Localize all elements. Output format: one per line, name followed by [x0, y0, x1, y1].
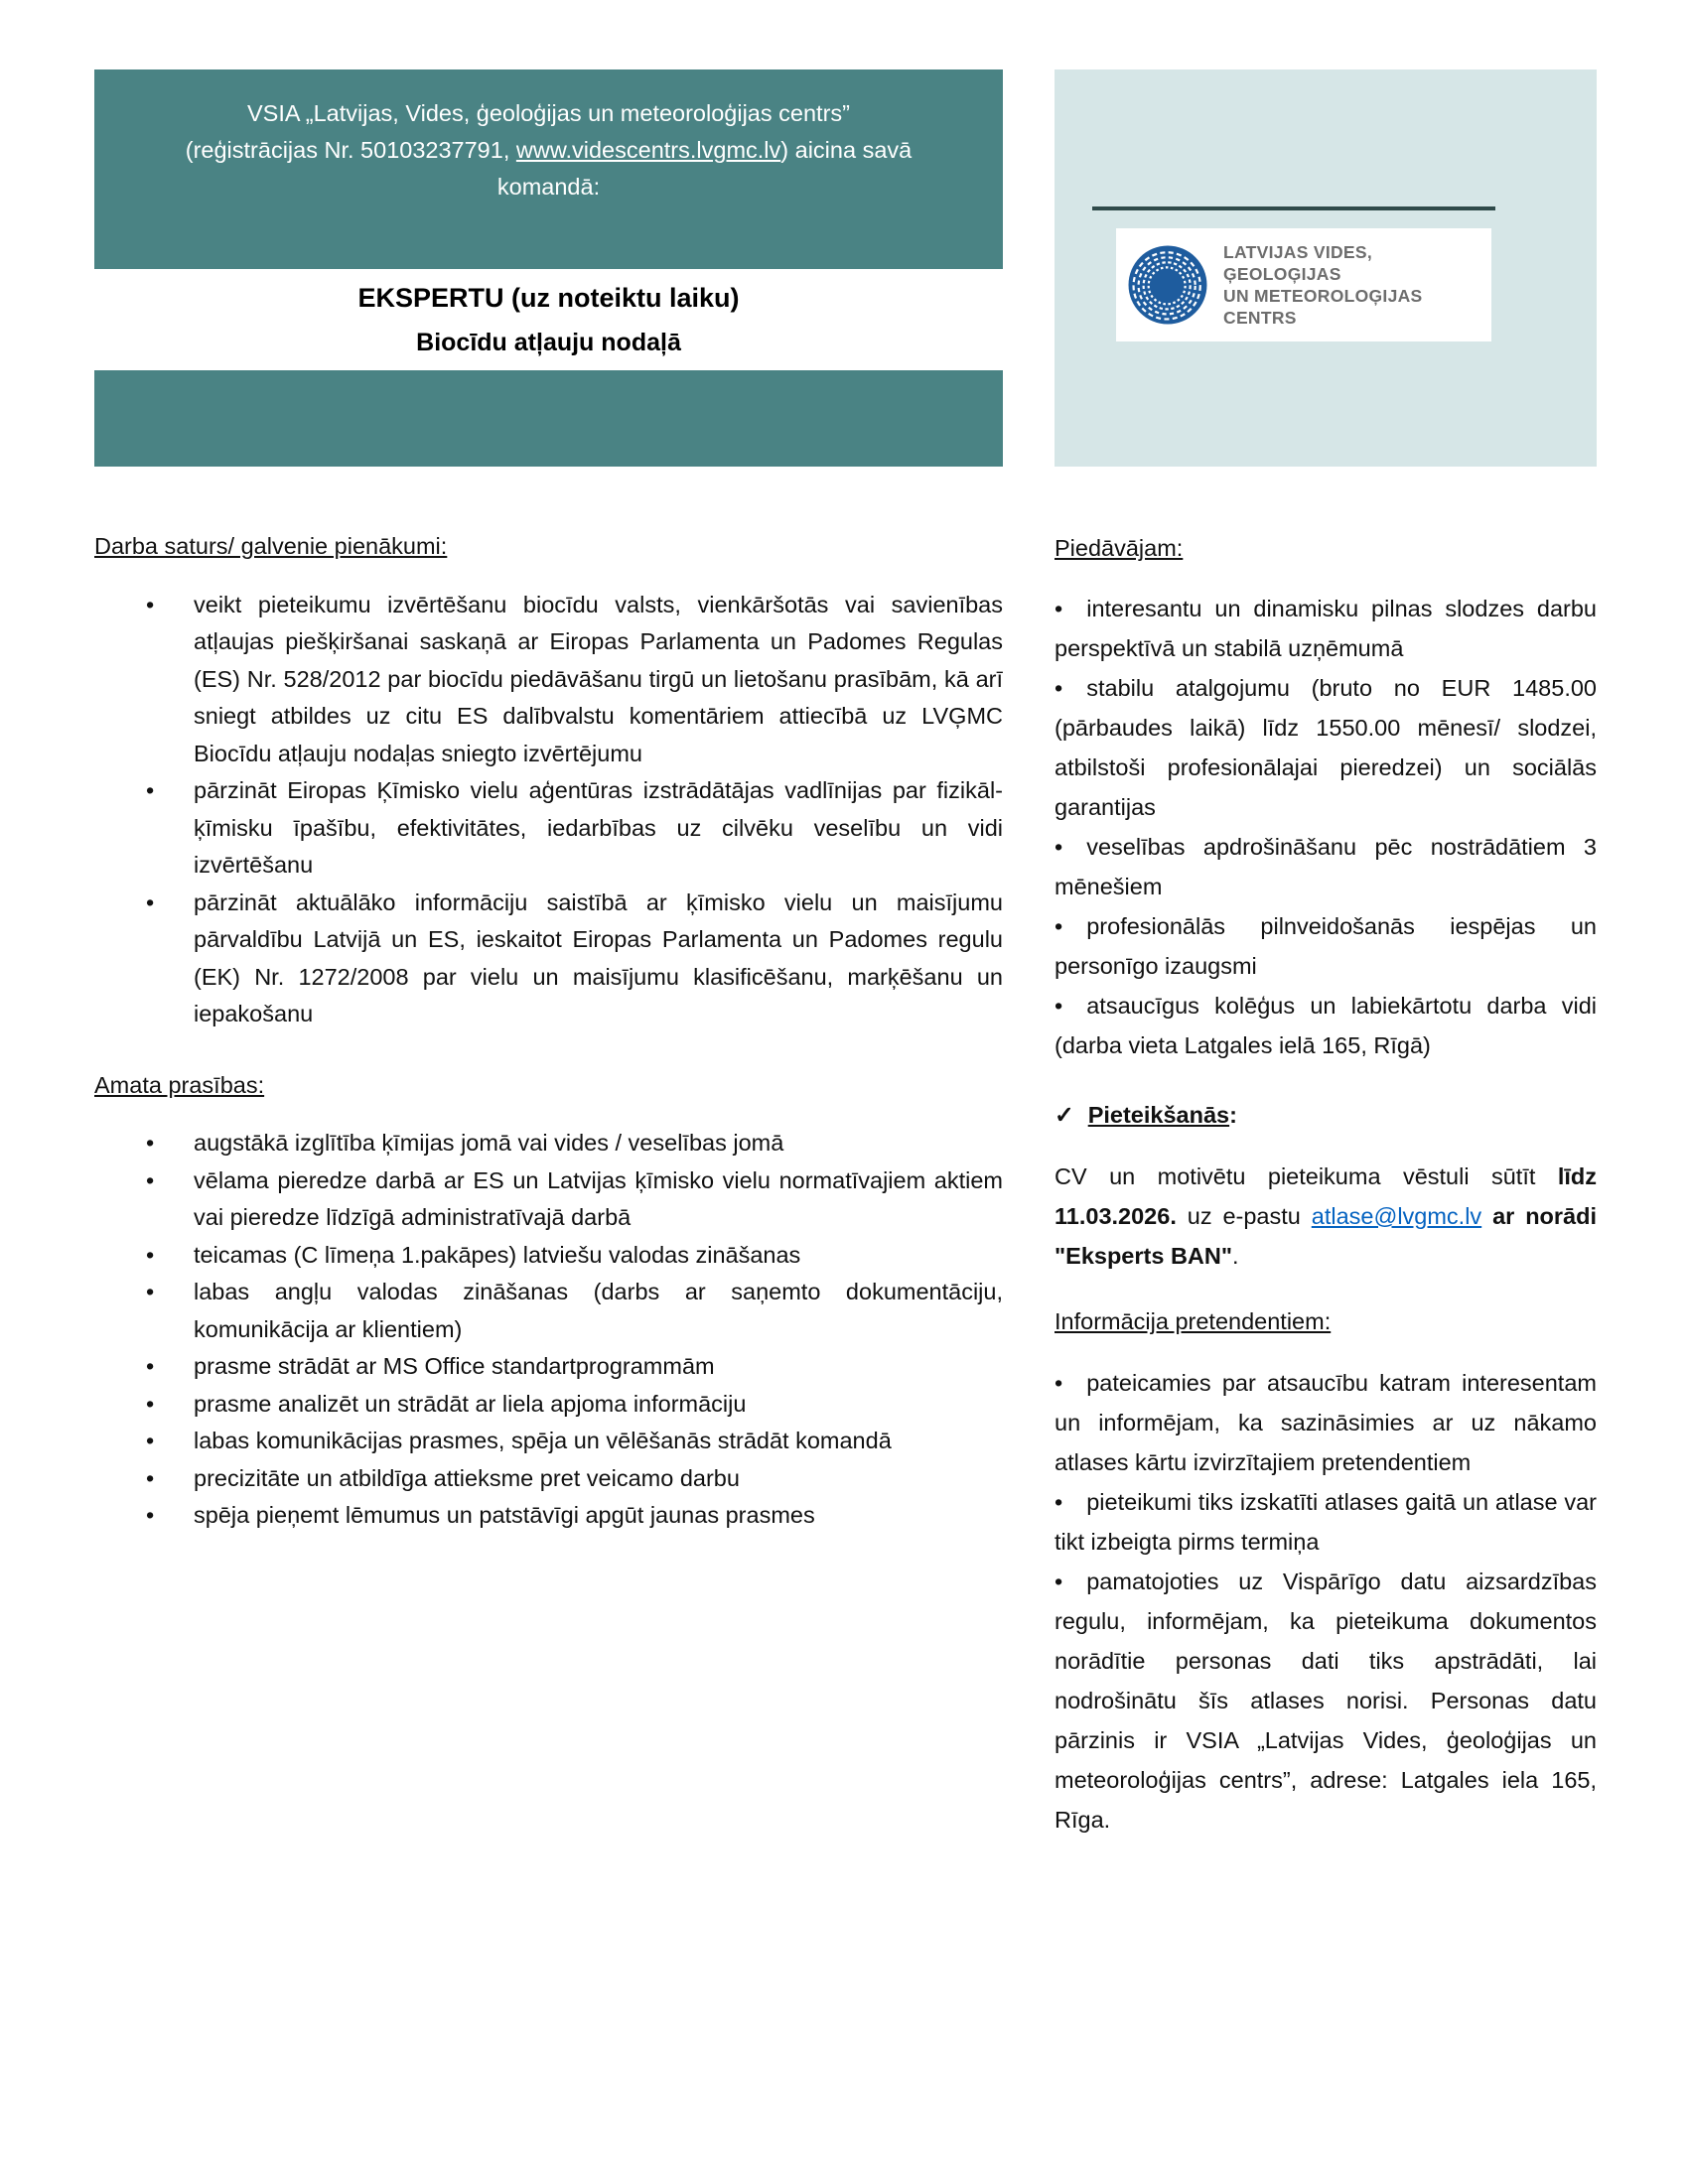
list-item-text: atsaucīgus kolēģus un labiekārtotu darba vidi (darba vieta Latgales ielā 165, Rīgā) [1055, 993, 1597, 1058]
org-registration [94, 132, 1003, 169]
list-item [94, 1423, 1003, 1460]
left-column [94, 528, 1003, 1535]
list-item [94, 1162, 1003, 1237]
list-item-text: profesionālās pilnveidošanās iespējas un personīgo izaugsmi [1055, 913, 1597, 979]
title-band [94, 269, 1003, 370]
list-item-text: teicamas (C līmeņa 1.pakāpes) latviešu valodas zināšanas [194, 1241, 801, 1268]
page-title: EKSPERTU (uz noteiktu laiku) [357, 282, 740, 313]
website-link[interactable]: www.videscentrs.lvgmc.lv [515, 137, 781, 163]
list-item-text: vēlama pieredze darbā ar ES un Latvijas ķīmisko vielu normatīvajiem aktiem vai pieredze līdzīgā administratīvajā darbā [194, 1166, 1003, 1230]
requirements-list [94, 1125, 1003, 1535]
list-item [1055, 668, 1597, 827]
apply-text: CV un motivētu pieteikuma vēstuli sūtīt [1055, 1163, 1558, 1189]
apply-heading-label: Pieteikšanās [1087, 1102, 1230, 1128]
email-link[interactable]: atlase@lvgmc.lv [1311, 1203, 1482, 1229]
list-item [1055, 827, 1597, 906]
logo-panel [1055, 69, 1597, 467]
list-item [94, 1125, 1003, 1162]
list-item-text: pieteikumi tiks izskatīti atlases gaitā un atlase var tikt izbeigta pirms termiņa [1055, 1489, 1597, 1555]
list-item-text: pārzināt Eiropas Ķīmisko vielu aģentūras izstrādātājas vadlīnijas par fizikāl-ķīmisku īpašību, efektivitātes, iedarbības uz cilvēku veselību un vidi izvērtēšanu [194, 777, 1003, 878]
logo-text [1223, 241, 1491, 329]
list-item-text: stabilu atalgojumu (bruto no EUR 1485.00 (pārbaudes laikā) līdz 1550.00 mēnesī/ slodzei, atbilstoši profesionālajai pieredzei) un sociālās garantijas [1055, 675, 1597, 820]
list-item [94, 772, 1003, 885]
logo-box [1116, 228, 1491, 341]
list-item-text: precizitāte un atbildīga attieksme pret veicamo darbu [194, 1464, 740, 1491]
list-item [94, 1237, 1003, 1275]
offers-heading: Piedāvājam: [1055, 535, 1184, 561]
org-reg-prefix: (reģistrācijas Nr. 50103237791, [185, 137, 516, 163]
offers-list [1055, 589, 1597, 1065]
org-intro [94, 69, 1003, 205]
apply-deadline: līdz 11.03.2026. [1055, 1163, 1597, 1229]
page-subtitle: Biocīdu atļauju nodaļā [416, 328, 681, 356]
list-item [94, 1497, 1003, 1535]
list-item [1055, 906, 1597, 986]
logo-text-line1: LATVIJAS VIDES, ĢEOLOĢIJAS [1223, 242, 1373, 284]
checkmark-icon: ✓ [1055, 1102, 1074, 1128]
list-item [94, 1274, 1003, 1348]
apply-text: uz e-pastu [1176, 1203, 1312, 1229]
list-item-text: interesantu un dinamisku pilnas slodzes darbu perspektīvā un stabilā uzņēmumā [1055, 596, 1597, 661]
list-item [1055, 1562, 1597, 1840]
list-item [1055, 986, 1597, 1065]
info-list [1055, 1363, 1597, 1840]
org-reg-suffix: ) aicina savā [780, 137, 913, 163]
list-item-text: spēja pieņemt lēmumus un patstāvīgi apgūt jaunas prasmes [194, 1502, 815, 1528]
list-item-text: augstākā izglītība ķīmijas jomā vai vides / veselības jomā [194, 1130, 784, 1156]
teal-header [94, 69, 1003, 467]
apply-reference: ar norādi "Eksperts BAN" [1055, 1203, 1598, 1269]
list-item-text: labas angļu valodas zināšanas (darbs ar saņemto dokumentāciju, komunikācija ar klientiem) [194, 1279, 1003, 1342]
right-column [1055, 528, 1597, 1840]
list-item-text: pārzināt aktuālāko informāciju saistībā ar ķīmisko vielu un maisījumu pārvaldību Latvijā un ES, ieskaitot Eiropas Parlamenta un Padomes regulu (EK) Nr. 1272/2008 par vielu un maisījumu klasificēšanu, marķēšanu un iepakošanu [194, 888, 1003, 1026]
list-item-text: veselības apdrošināšanu pēc nostrādātiem 3 mēnešiem [1055, 834, 1597, 899]
list-item [94, 587, 1003, 773]
divider [1092, 206, 1495, 210]
list-item [94, 885, 1003, 1033]
list-item [1055, 1482, 1597, 1562]
apply-paragraph [1055, 1157, 1597, 1276]
logo-text-line2: UN METEOROLOĢIJAS CENTRS [1223, 286, 1423, 328]
duties-heading: Darba saturs/ galvenie pienākumi: [94, 533, 448, 559]
apply-heading-colon: : [1229, 1102, 1237, 1128]
apply-text: . [1232, 1243, 1239, 1269]
info-heading: Informācija pretendentiem: [1055, 1308, 1332, 1334]
list-item-text: veikt pieteikumu izvērtēšanu biocīdu valsts, vienkāršotās vai savienības atļaujas piešķiršanai saskaņā ar Eiropas Parlamenta un Padomes Regulas (ES) Nr. 528/2012 par biocīdu piedāvāšanu tirgū un lietošanu prasībām, kā arī sniegt atbildes uz citu ES dalībvalstu komentāriem attiecībā uz LVĢMC Biocīdu atļauju nodaļas sniegto izvērtējumu [194, 591, 1003, 766]
list-item-text: prasme strādāt ar MS Office standartprogrammām [194, 1353, 715, 1379]
list-item [94, 1460, 1003, 1498]
list-item [1055, 1363, 1597, 1482]
list-item [94, 1348, 1003, 1386]
duties-list [94, 587, 1003, 1033]
list-item-text: labas komunikācijas prasmes, spēja un vēlēšanās strādāt komandā [194, 1428, 892, 1453]
org-invite: komandā: [496, 174, 601, 200]
list-item [94, 1386, 1003, 1424]
org-name: VSIA „Latvijas, Vides, ģeoloģijas un meteoroloģijas centrs” [247, 100, 850, 126]
apply-text [1481, 1203, 1492, 1229]
list-item-text: prasme analizēt un strādāt ar liela apjoma informāciju [194, 1390, 747, 1417]
requirements-heading: Amata prasības: [94, 1071, 265, 1098]
list-item-text: pateicamies par atsaucību katram interesentam un informējam, ka sazināsimies ar uz nākamo atlases kārtu izvirzītajiem pretendentiem [1055, 1370, 1597, 1475]
list-item [1055, 589, 1597, 668]
apply-heading [1055, 1095, 1597, 1135]
list-item-text: pamatojoties uz Vispārīgo datu aizsardzības regulu, informējam, ka pieteikuma dokumentos norādītie personas dati tiks apstrādāti, lai nodrošinātu šīs atlases norisi. Personas datu pārzinis ir VSIA „Latvijas Vides, ģeoloģijas un meteoroloģijas centrs”, adrese: Latgales iela 165, Rīga. [1055, 1569, 1597, 1833]
lvgmc-logo-icon [1126, 243, 1209, 327]
